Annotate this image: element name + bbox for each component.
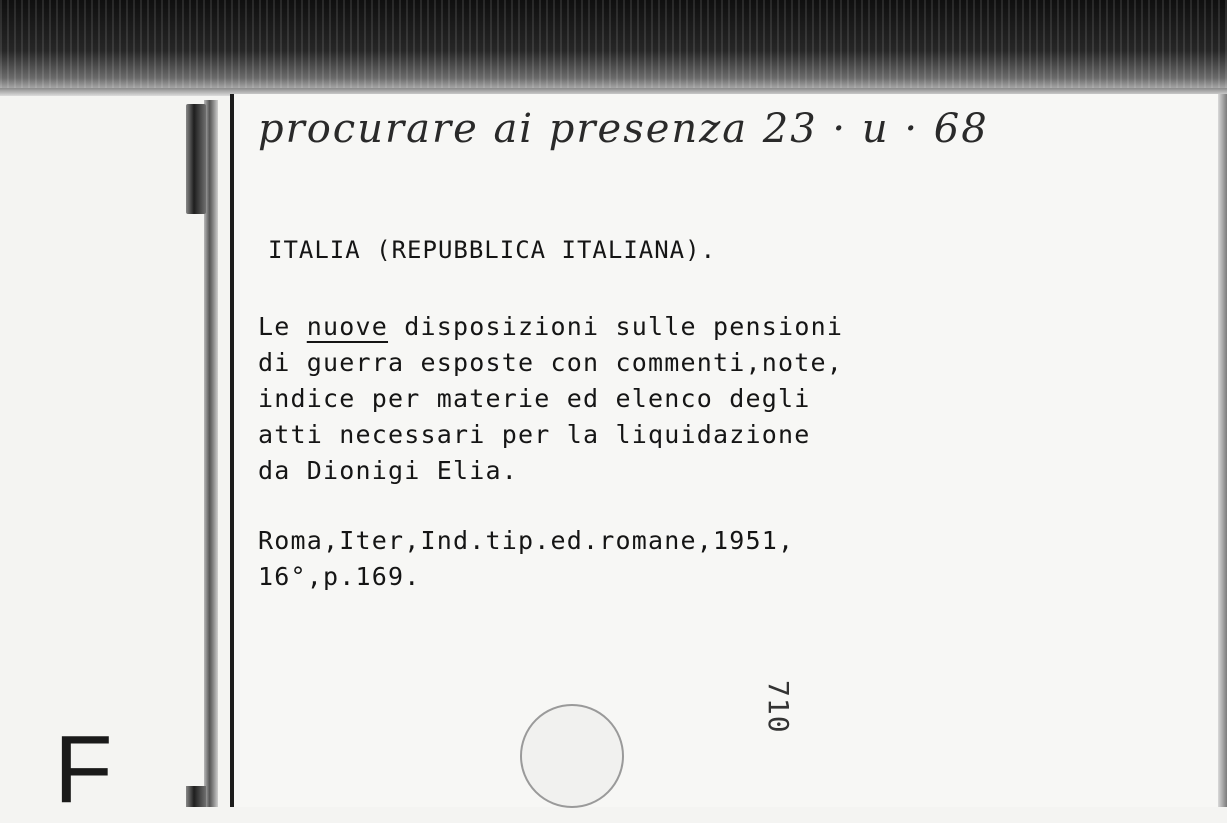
rod-clip-bottom [186, 786, 206, 807]
imprint-line-2: 16°,p.169. [258, 562, 421, 591]
description-line-5: da Dionigi Elia. [258, 456, 519, 485]
description-line-4: atti necessari per la liquidazione [258, 420, 811, 449]
publication-imprint [258, 523, 794, 595]
rod-clip-top [186, 104, 206, 214]
card-right-edge [1218, 94, 1227, 807]
card-description [258, 309, 843, 489]
description-line-3: indice per materie ed elenco degli [258, 384, 811, 413]
handwritten-note: procurare ai presenza 23 · u · 68 [258, 106, 989, 152]
imprint-line-1: Roma,Iter,Ind.tip.ed.romane,1951, [258, 526, 795, 555]
description-line-1 [258, 309, 843, 345]
drawer-background [0, 0, 1227, 92]
description-line-1-prefix: Le [258, 312, 307, 341]
description-line-2: di guerra esposte con commenti,note, [258, 348, 844, 377]
card-heading: ITALIA (REPUBBLICA ITALIANA). [268, 236, 717, 264]
drawer-rod [204, 100, 218, 807]
punch-hole [520, 704, 624, 808]
description-line-1-suffix: disposizioni sulle pensioni [388, 312, 844, 341]
stamp-number: 710 [762, 680, 795, 734]
underlined-word: nuove [306, 312, 389, 341]
margin-letter: F [54, 716, 113, 823]
